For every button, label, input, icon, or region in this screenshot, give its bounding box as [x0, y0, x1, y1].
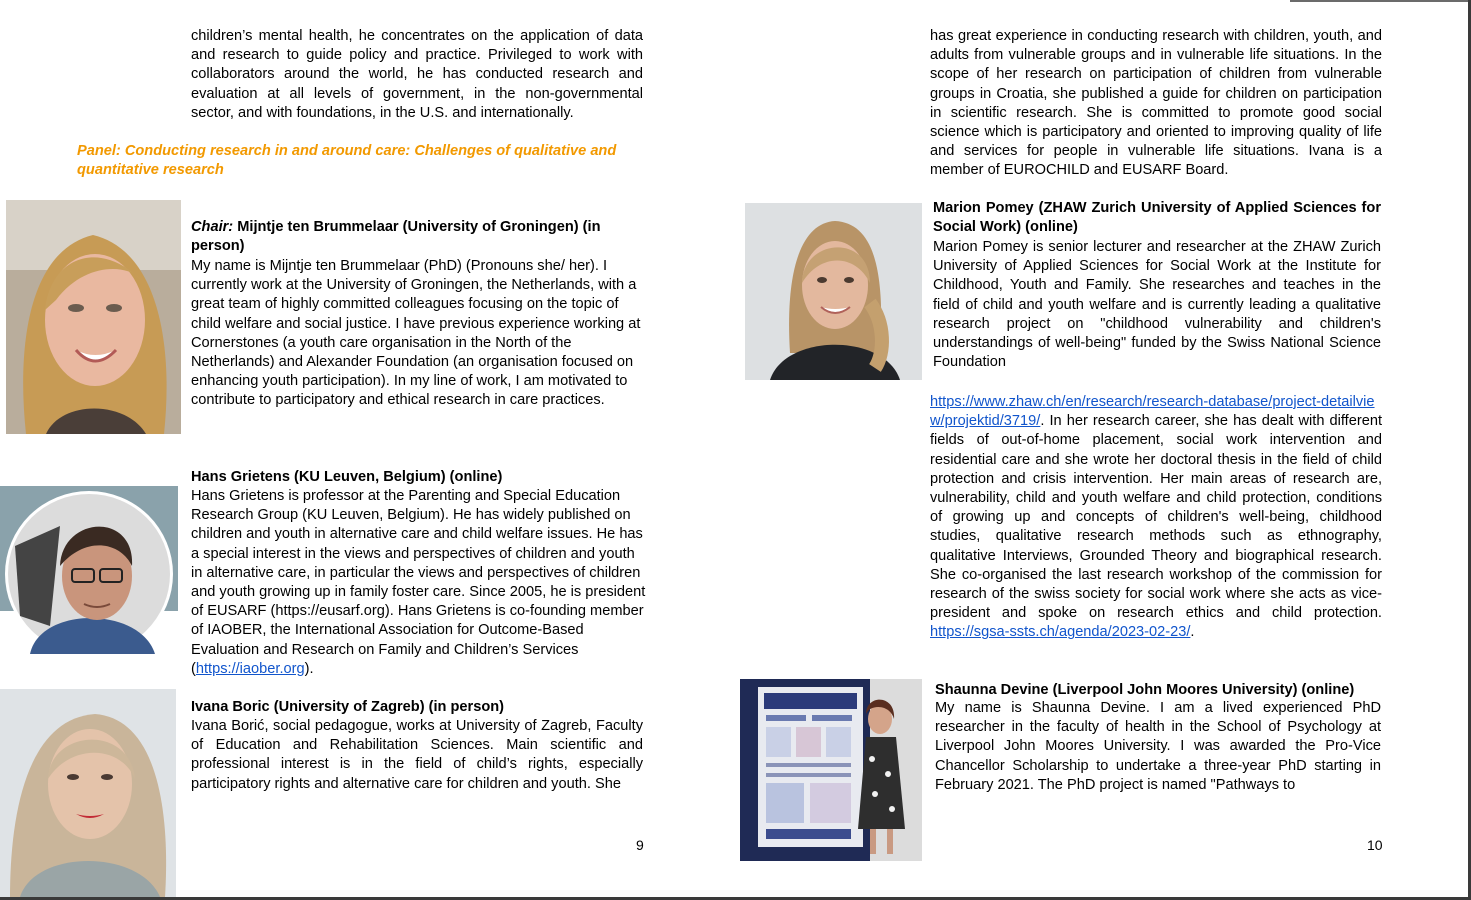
- chair-bio: My name is Mijntje ten Brummelaar (PhD) (Pronouns she/ her). I currently work at the University of Groningen, the Netherlands, with a great team of highly committed colleagues focusing on the topic of child welfare and social justice. I have previous experience working at Cornerstones (a youth care organisation in the North of the Netherlands) and Alexander Foundation (an organisation focused on enhancing youth participation). In my line of work, I am motivated to contribute to participatory and ethical research in care practices.: [191, 258, 641, 409]
- speaker3-name: Ivana Boric (University of Zagreb) (in person): [191, 699, 505, 715]
- speaker2-bio: [191, 487, 646, 679]
- ivana-bio-continued: has great experience in conducting research with children, youth, and adults from vulnerable groups and in vulnerable life situations. In the scope of her research on participation of children from vulnerable groups in Croatia, she published a guide for children on participation in scientific research. She is committed to promote good social science which is participatory and oriented to improving quality of life and services for people in vulnerable life situations. Ivana is a member of EUROCHILD and EUSARF Board.: [930, 28, 1382, 179]
- chair-heading: [191, 218, 631, 256]
- speaker3-bio: Ivana Borić, social pedagogue, works at University of Zagreb, Faculty of Education and Rehabilitation Sciences. Main scientific and professional interest is in the field of child’s rights, especially participatory rights and alternative care for children and youth. She: [191, 718, 643, 792]
- chair-role-label: Chair:: [191, 219, 234, 235]
- photo-mijntje-ten-brummelaar: [6, 200, 181, 434]
- speaker5-bio: My name is Shaunna Devine. I am a lived experienced PhD researcher in the faculty of health in the School of Psychology at Liverpool John Moores University. I was awarded the Pro-Vice Chancellor Scholarship to undertake a three-year PhD starting in February 2021. The PhD project is named "Pathways to: [935, 700, 1381, 793]
- page-number-right: 10: [1367, 837, 1383, 853]
- chair-name: Mijntje ten Brummelaar (University of Groningen) (in person): [191, 219, 601, 255]
- panel-title: Panel: Conducting research in and around care: Challenges of qualitative and quantitative research: [77, 143, 617, 179]
- left-page: [0, 0, 733, 900]
- right-page: [735, 0, 1471, 900]
- speaker2-bio-end: ).: [304, 660, 314, 677]
- speaker2-name: Hans Grietens (KU Leuven, Belgium) (online): [191, 469, 503, 485]
- speaker5-name: Shaunna Devine (Liverpool John Moores University) (online): [935, 682, 1355, 698]
- speaker2-bio-text: Hans Grietens is professor at the Parenting and Special Education Research Group (KU Leuven, Belgium). He has widely published on children and youth in alternative care and child welfare issues. He has a special interest in the views and perspectives of children and youth in alternative care, in particular the views and perspectives of children and youth growing up in family foster care. Since 2005, he is president of EUSARF (https://eusarf.org). Hans Grietens is co-founding member of IAOBER, the International Association for Outcome-Based Evaluation and Research on Family and Children’s Services (: [191, 488, 646, 677]
- iaober-link[interactable]: https://iaober.org: [195, 660, 305, 677]
- photo-shaunna-devine: [740, 679, 922, 861]
- speaker4-bio-end: .: [1190, 624, 1195, 641]
- window-edge-top: [1290, 0, 1471, 2]
- photo-hans-grietens: [0, 486, 178, 664]
- speaker4-bio-continued-text: . In her research career, she has dealt with different fields of out-of-home placement, social work intervention and residential care and she wrote her doctoral thesis in the field of child protection and crisis intervention. Her main areas of research are, vulnerability, child and youth welfare and child protection, conditions of growing up and concepts of children's well-being, childhood studies, qualitative research methods such as ethnography, qualitative Interviews, Grounded Theory and biographical research. She co-organised the last research workshop of the commission for research of the swiss society for social work where she acts as vice-president and spoke on research ethics and child protection.: [930, 413, 1382, 622]
- sgsa-agenda-link[interactable]: https://sgsa-ssts.ch/agenda/2023-02-23/: [930, 624, 1191, 641]
- speaker4-bio-continued: [930, 393, 1382, 643]
- photo-ivana-boric: [0, 689, 176, 897]
- page-number-left: 9: [636, 837, 644, 853]
- intro-paragraph: children’s mental health, he concentrates on the application of data and research to guide policy and practice. Privileged to work with collaborators around the world, he has conducted research and evaluation at all levels of government, in the non-governmental sector, and with foundations, in the U.S. and internationally.: [191, 28, 643, 121]
- speaker4-bio: Marion Pomey is senior lecturer and researcher at the ZHAW Zurich University of Applied Sciences for Social Work at the Institute for Childhood, Youth and Family. She researches and teaches in the field of child and youth welfare and is currently leading a qualitative research project on "childhood vulnerability and children's understandings of well-being" funded by the Swiss National Science Foundation: [933, 239, 1381, 371]
- zhaw-project-link[interactable]: https://www.zhaw.ch/en/research/research-database/project-detailview/projektid/3719/: [930, 394, 1375, 430]
- photo-marion-pomey: [745, 203, 922, 380]
- speaker4-name: Marion Pomey (ZHAW Zurich University of Applied Sciences for Social Work) (online): [933, 200, 1381, 236]
